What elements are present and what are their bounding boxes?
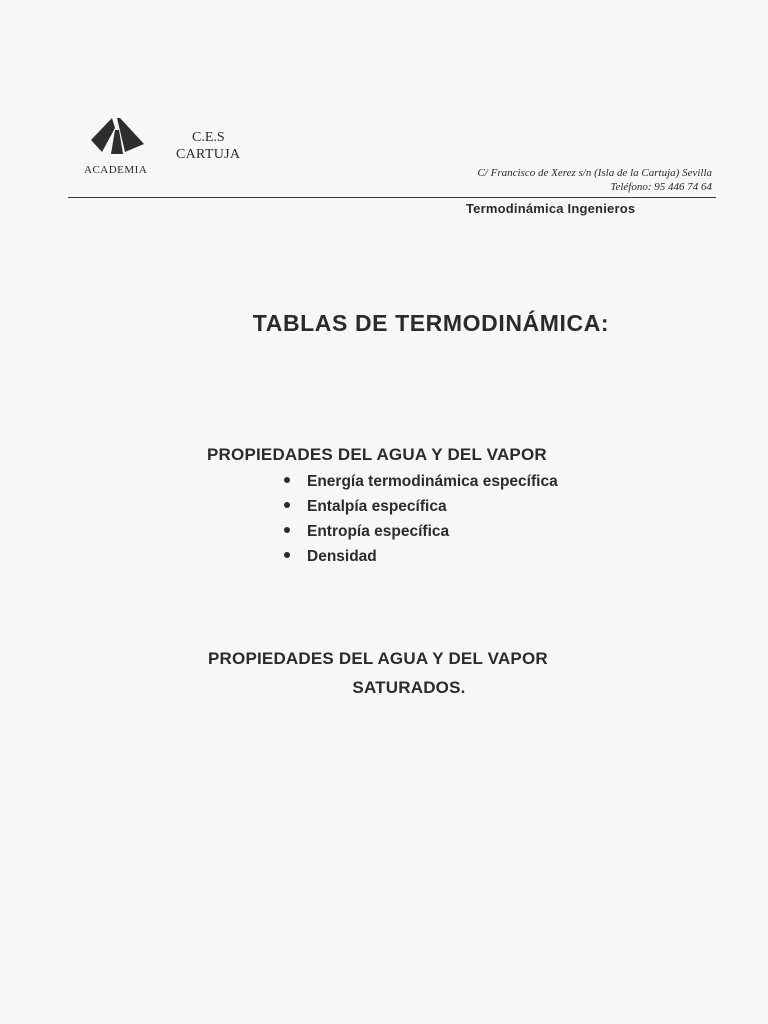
list-item [284, 497, 558, 522]
academia-logo-icon [88, 116, 148, 156]
ces-label: C.E.S [192, 130, 225, 145]
bullet-icon [284, 552, 290, 558]
list-item [284, 522, 558, 547]
list-item [284, 472, 558, 497]
properties-list [284, 472, 558, 572]
address-line: C/ Francisco de Xerez s/n (Isla de la Cartuja) Sevilla [477, 167, 712, 179]
list-item-label: Entropía específica [307, 523, 450, 540]
header-divider [68, 197, 716, 198]
academia-label: ACADEMIA [84, 164, 148, 176]
page-title: TABLAS DE TERMODINÁMICA: [252, 310, 610, 336]
list-item [284, 547, 558, 572]
list-item-label: Energía termodinámica específica [307, 473, 558, 490]
section-heading-saturated-line-2: SATURADOS. [352, 678, 466, 697]
cartuja-label: CARTUJA [176, 147, 241, 162]
list-item-label: Entalpía específica [307, 498, 447, 515]
bullet-icon [284, 477, 290, 483]
section-heading-saturated-line-1: PROPIEDADES DEL AGUA Y DEL VAPOR [208, 649, 548, 668]
section-heading-properties: PROPIEDADES DEL AGUA Y DEL VAPOR [207, 445, 547, 464]
course-name: Termodinámica Ingenieros [466, 201, 636, 216]
phone-line: Teléfono: 95 446 74 64 [610, 181, 712, 193]
bullet-icon [284, 527, 290, 533]
bullet-icon [284, 502, 290, 508]
list-item-label: Densidad [307, 548, 377, 565]
